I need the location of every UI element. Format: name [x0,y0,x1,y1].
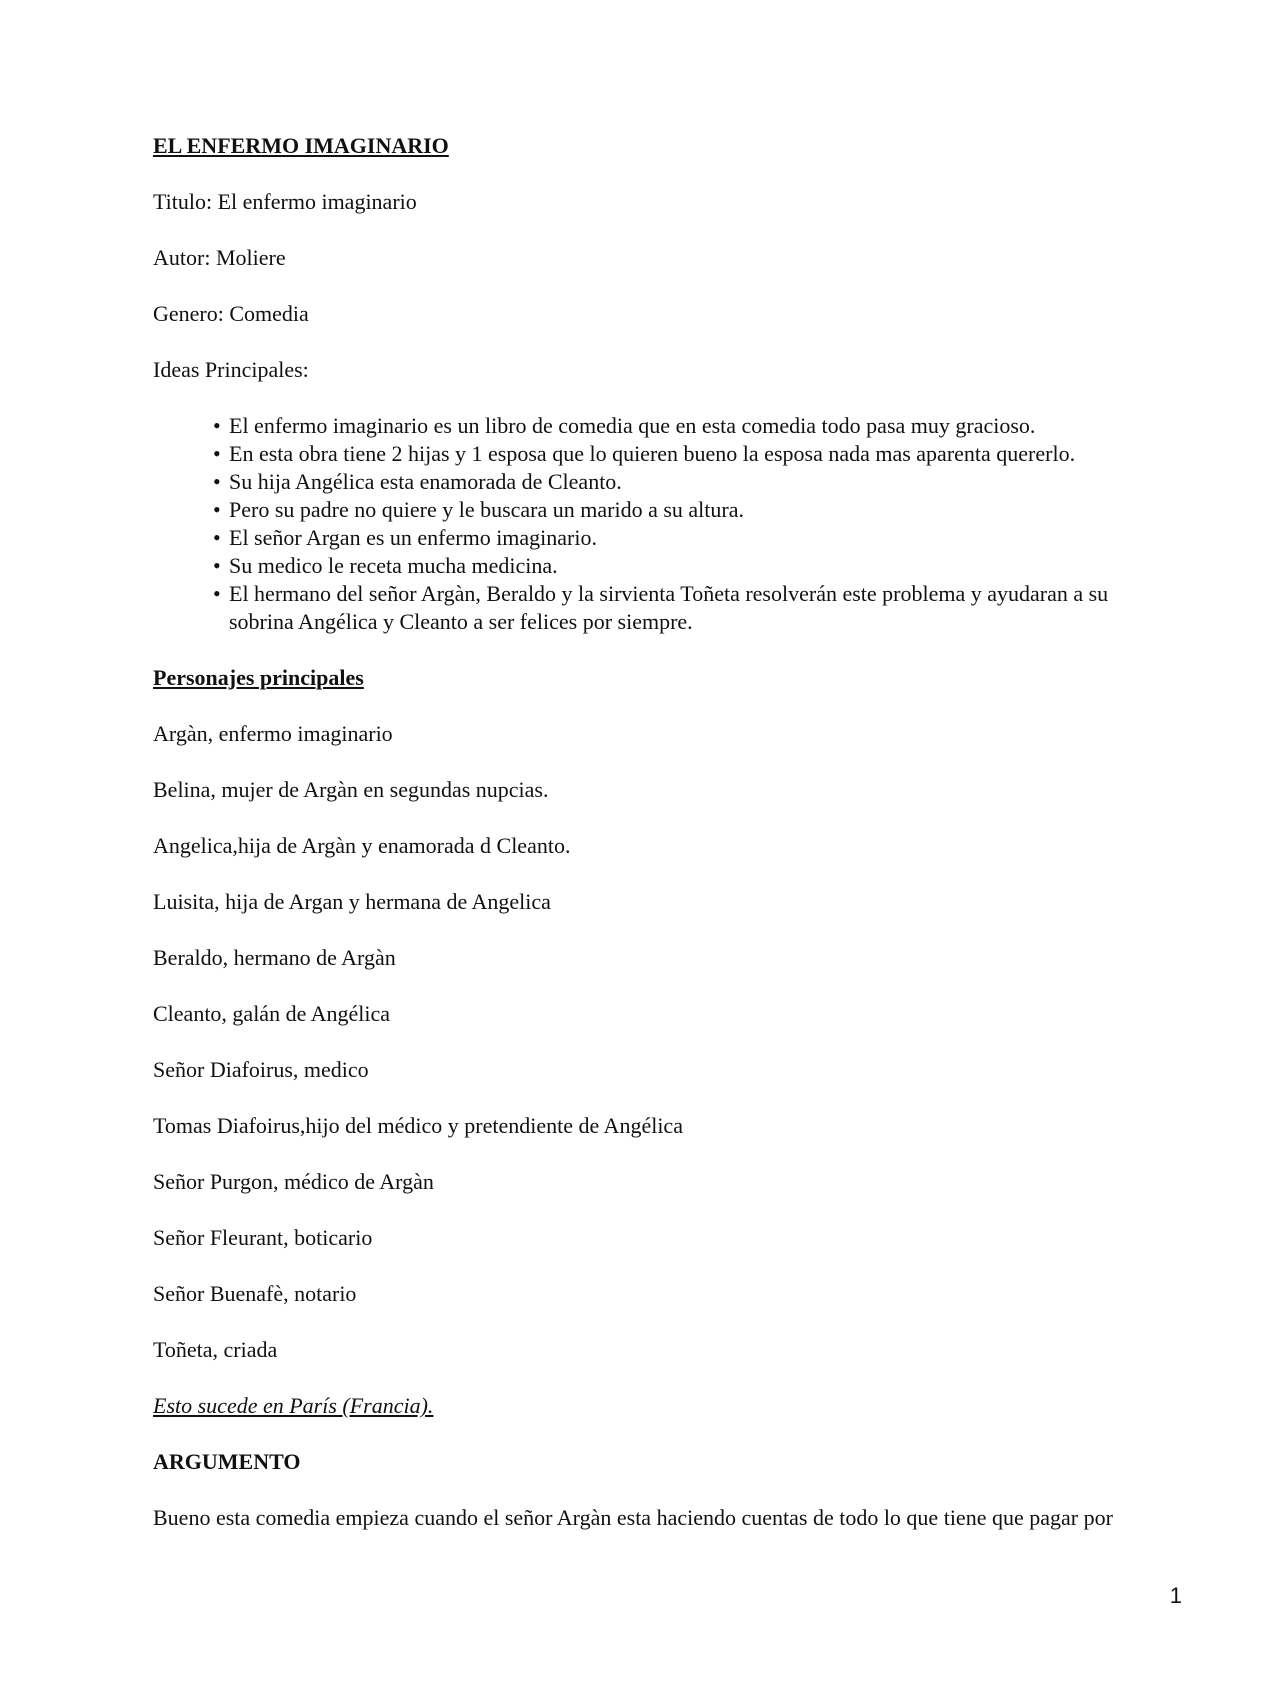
ideas-list [153,412,1173,636]
document-title: EL ENFERMO IMAGINARIO [153,133,449,158]
characters-heading: Personajes principales [153,665,364,690]
field-ideas-principales: Ideas Principales: [153,357,309,382]
argumento-heading: ARGUMENTO [153,1449,301,1474]
character-item: Señor Diafoirus, medico [153,1057,369,1082]
field-autor: Autor: Moliere [153,245,286,270]
character-item: Luisita, hija de Argan y hermana de Angelica [153,889,551,914]
list-item: • El hermano del señor Argàn, Beraldo y la sirvienta Toñeta resolverán este problema y ayudaran a su sobrina Angélica y Cleanto a ser felices por siempre. [213,580,1173,636]
character-item: Señor Fleurant, boticario [153,1225,373,1250]
character-item: Señor Purgon, médico de Argàn [153,1169,434,1194]
list-item: • El enfermo imaginario es un libro de comedia que en esta comedia todo pasa muy gracioso. [213,412,1173,440]
setting-note: Esto sucede en París (Francia). [153,1393,434,1418]
character-item: Angelica,hija de Argàn y enamorada d Cleanto. [153,833,571,858]
character-item: Tomas Diafoirus,hijo del médico y pretendiente de Angélica [153,1113,683,1138]
character-item: Beraldo, hermano de Argàn [153,945,396,970]
character-item: Argàn, enfermo imaginario [153,721,393,746]
character-item: Belina, mujer de Argàn en segundas nupcias. [153,777,549,802]
field-genero: Genero: Comedia [153,301,309,326]
character-item: Toñeta, criada [153,1337,278,1362]
page-number: 1 [1169,1583,1182,1608]
list-item: • El señor Argan es un enfermo imaginario. [213,524,1173,552]
field-titulo: Titulo: El enfermo imaginario [153,189,417,214]
argumento-paragraph: Bueno esta comedia empieza cuando el señor Argàn esta haciendo cuentas de todo lo que tiene que pagar por [153,1505,1113,1530]
list-item: • Su medico le receta mucha medicina. [213,552,1173,580]
list-item: • Pero su padre no quiere y le buscara un marido a su altura. [213,496,1173,524]
character-item: Cleanto, galán de Angélica [153,1001,391,1026]
document-body [153,132,1173,1532]
list-item: • En esta obra tiene 2 hijas y 1 esposa que lo quieren bueno la esposa nada mas aparenta quererlo. [213,440,1173,468]
character-item: Señor Buenafè, notario [153,1281,357,1306]
list-item: • Su hija Angélica esta enamorada de Cleanto. [213,468,1173,496]
